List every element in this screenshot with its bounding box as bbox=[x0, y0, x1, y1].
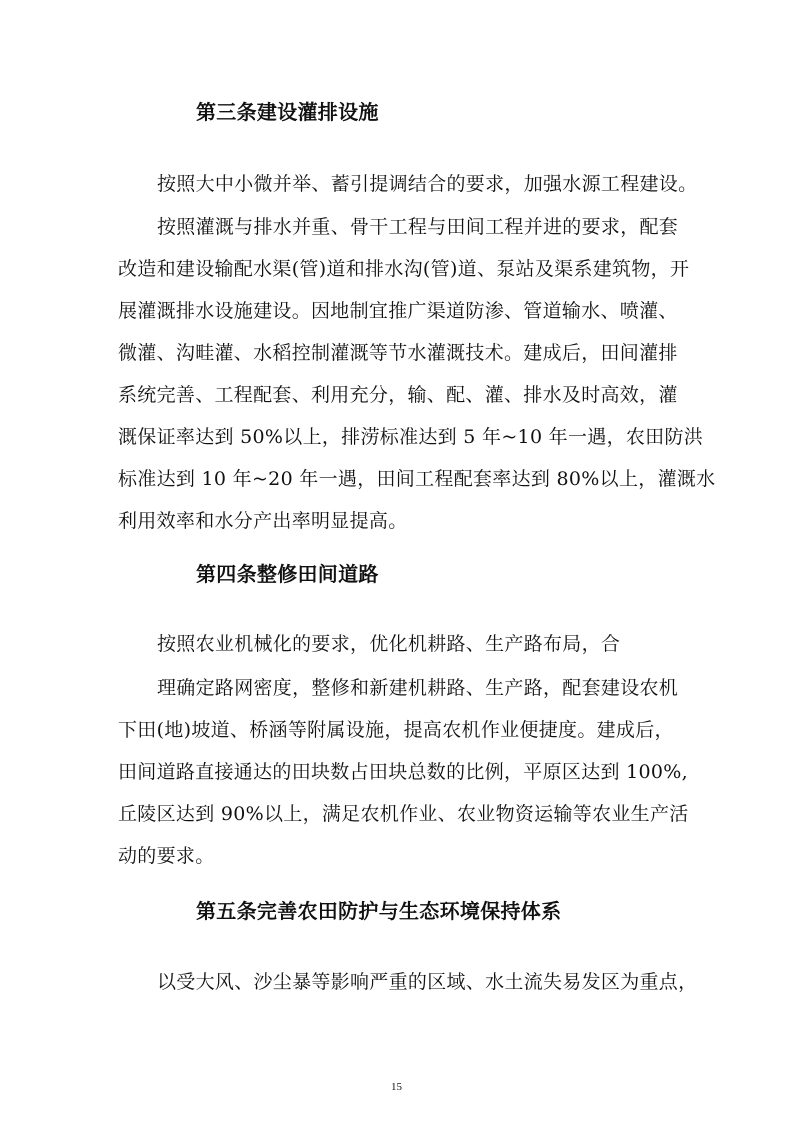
paragraph-line: 按照大中小微并举、蓄引提调结合的要求，加强水源工程建设。 bbox=[157, 173, 698, 195]
paragraph-line: 展灌溉排水设施建设。因地制宜推广渠道防渗、管道输水、喷灌、 bbox=[118, 300, 678, 322]
paragraph-line: 利用效率和水分产出率明显提高。 bbox=[118, 510, 408, 532]
paragraph-line: 以受大风、沙尘暴等影响严重的区域、水土流失易发区为重点， bbox=[157, 971, 698, 993]
paragraph-line: 按照灌溉与排水并重、骨干工程与田间工程并进的要求，配套 bbox=[157, 216, 679, 238]
section-heading-3: 第三条建设灌排设施 bbox=[196, 100, 379, 124]
paragraph-line: 标准达到 10 年~20 年一遇，田间工程配套率达到 80%以上，灌溉水 bbox=[118, 468, 716, 490]
paragraph-line: 微灌、沟畦灌、水稻控制灌溉等节水灌溉技术。建成后，田间灌排 bbox=[118, 342, 678, 364]
page-number: 15 bbox=[391, 1081, 402, 1093]
paragraph-line: 溉保证率达到 50%以上，排涝标准达到 5 年~10 年一遇，农田防洪 bbox=[118, 426, 704, 448]
paragraph-line: 丘陵区达到 90%以上，满足农机作业、农业物资运输等农业生产活 bbox=[118, 803, 689, 825]
paragraph-line: 系统完善、工程配套、利用充分，输、配、灌、排水及时高效，灌 bbox=[118, 384, 678, 406]
paragraph-line: 按照农业机械化的要求，优化机耕路、生产路布局，合 bbox=[157, 633, 621, 655]
paragraph-line: 田间道路直接通达的田块数占田块总数的比例，平原区达到 100%, bbox=[118, 761, 688, 783]
section-heading-5: 第五条完善农田防护与生态环境保持体系 bbox=[196, 899, 562, 923]
paragraph-line: 改造和建设输配水渠(管)道和排水沟(管)道、泵站及渠系建筑物，开 bbox=[118, 258, 690, 280]
paragraph-line: 下田(地)坡道、桥涵等附属设施，提高农机作业便捷度。建成后， bbox=[118, 719, 674, 741]
paragraph-line: 动的要求。 bbox=[118, 845, 215, 867]
paragraph-line: 理确定路网密度，整修和新建机耕路、生产路，配套建设农机 bbox=[157, 677, 679, 699]
section-heading-4: 第四条整修田间道路 bbox=[196, 562, 379, 586]
